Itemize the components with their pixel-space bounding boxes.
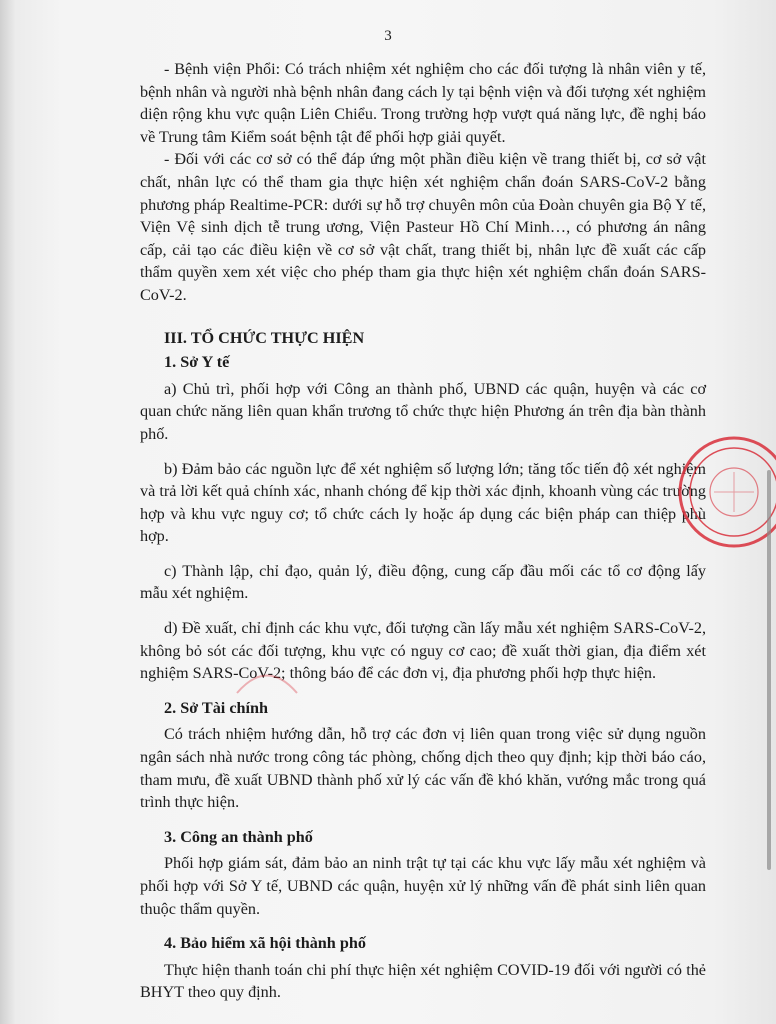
heading-cong-an: 3. Công an thành phố bbox=[164, 827, 313, 846]
paragraph-so-tai-chinh: Có trách nhiệm hướng dẫn, hỗ trợ các đơn vị liên quan trong việc sử dụng nguồn ngân sách nhà nước trong công tác phòng, chống dịch theo quy định; kịp thời báo cáo, tham mưu, đề xuất UBND thành phố xử lý các vấn đề khó khăn, vướng mắc trong quá trình thực hiện. bbox=[140, 725, 706, 812]
item-b: b) Đảm bảo các nguồn lực để xét nghiệm số lượng lớn; tăng tốc tiến độ xét nghiệm và trả lời kết quả chính xác, nhanh chóng để kịp thời xác định, khoanh vùng các trường hợp và khu vực nguy cơ; tổ chức cách ly hoặc áp dụng các biện pháp can thiệp phù hợp. bbox=[140, 459, 706, 546]
paragraph-bhxh: Thực hiện thanh toán chi phí thực hiện xét nghiệm COVID-19 đối với người có thẻ BHYT theo quy định. bbox=[140, 960, 706, 1002]
faint-stamp-mark bbox=[232, 658, 302, 698]
page-edge-shadow bbox=[0, 0, 16, 1024]
paragraph-cong-an: Phối hợp giám sát, đảm bảo an ninh trật tự tại các khu vực lấy mẫu xét nghiệm và phối hợp với Sở Y tế, UBND các quận, huyện xử lý những vấn đề phát sinh liên quan thuộc thẩm quyền. bbox=[140, 854, 706, 918]
heading-bhxh: 4. Bảo hiểm xã hội thành phố bbox=[164, 934, 366, 953]
paragraph-benh-vien-phoi: - Bệnh viện Phổi: Có trách nhiệm xét nghiệm cho các đối tượng là nhân viên y tế, bệnh nhân và người nhà bệnh nhân đang cách ly tại bệnh viện và đối tượng xét nghiệm diện rộng khu vực quận Liên Chiểu. Trong trường hợp vượt quá năng lực, đề nghị báo về Trung tâm Kiểm soát bệnh tật để phối hợp giải quyết. bbox=[140, 60, 706, 146]
item-a: a) Chủ trì, phối hợp với Công an thành phố, UBND các quận, huyện và các cơ quan chức năng liên quan khẩn trương tổ chức thực hiện Phương án trên địa bàn thành phố. bbox=[140, 379, 706, 443]
scrollbar-thumb[interactable] bbox=[767, 470, 771, 870]
section-title: III. TỔ CHỨC THỰC HIỆN bbox=[164, 328, 365, 347]
document-body bbox=[140, 58, 706, 1004]
heading-so-tai-chinh: 2. Sở Tài chính bbox=[164, 698, 269, 717]
paragraph-co-so-dap-ung: - Đối với các cơ sở có thể đáp ứng một phần điều kiện về trang thiết bị, cơ sở vật chất, nhân lực có thể tham gia thực hiện xét nghiệm chẩn đoán SARS-CoV-2 bằng phương pháp Realtime-PCR: dưới sự hỗ trợ chuyên môn của Đoàn chuyên gia Bộ Y tế, Viện Vệ sinh dịch tễ trung ương, Viện Pasteur Hồ Chí Minh…, có phương án nâng cấp, cải tạo các điều kiện về cơ sở vật chất, trang thiết bị, nhân lực đề xuất các cấp thẩm quyền xem xét việc cho phép tham gia thực hiện xét nghiệm chẩn đoán SARS-CoV-2. bbox=[140, 150, 706, 304]
heading-so-y-te: 1. Sở Y tế bbox=[164, 353, 230, 372]
item-c: c) Thành lập, chỉ đạo, quản lý, điều động, cung cấp đầu mối các tổ cơ động lấy mẫu xét nghiệm. bbox=[140, 561, 706, 603]
page-number: 3 bbox=[384, 28, 392, 44]
red-seal-stamp bbox=[674, 432, 776, 552]
item-d: d) Đề xuất, chỉ định các khu vực, đối tượng cần lấy mẫu xét nghiệm SARS-CoV-2, không bỏ sót các đối tượng, khu vực có nguy cơ cao; đề xuất thời gian, địa điểm xét nghiệm SARS-CoV-2; thông báo để các đơn vị, địa phương phối hợp thực hiện. bbox=[140, 619, 706, 683]
